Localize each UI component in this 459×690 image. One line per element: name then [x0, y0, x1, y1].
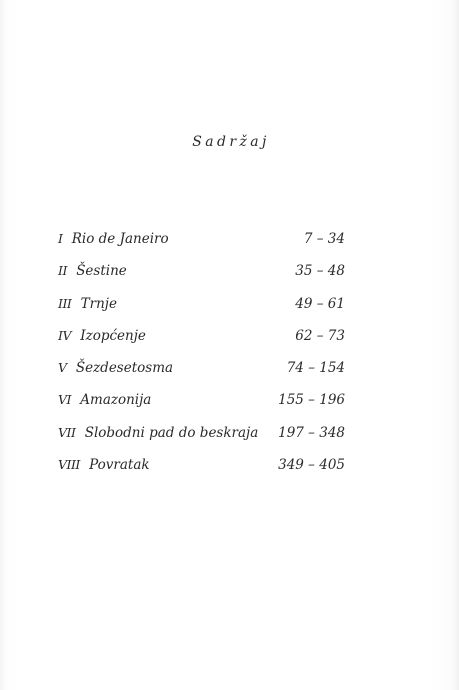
- toc-entry: [58, 229, 348, 261]
- toc-entry: [58, 358, 348, 390]
- chapter-numeral: V: [58, 360, 67, 376]
- page-range: 7 – 34: [303, 231, 345, 247]
- toc-entry: [58, 294, 348, 326]
- chapter-title: Slobodni pad do beskraja: [84, 424, 259, 441]
- page-range: 49 – 61: [295, 295, 345, 312]
- chapter-title: Šestine: [76, 263, 127, 280]
- chapter-numeral: III: [58, 295, 72, 311]
- page-range: 155 – 196: [278, 392, 345, 409]
- page-title: Sadržaj: [192, 134, 270, 150]
- chapter-numeral: I: [58, 231, 63, 246]
- chapter-title: Izopćenje: [80, 327, 146, 344]
- page-range: 349 – 405: [278, 457, 345, 474]
- page-range: 74 – 154: [286, 360, 345, 377]
- chapter-title: Rio de Janeiro: [71, 231, 169, 247]
- toc-entry: [58, 261, 348, 293]
- chapter-title: Šezdesetosma: [75, 360, 174, 377]
- chapter-title: Amazonija: [80, 392, 152, 409]
- toc-entry: [58, 326, 348, 358]
- chapter-numeral: IV: [58, 327, 71, 343]
- toc-entry: [58, 423, 348, 455]
- page-range: 62 – 73: [295, 327, 345, 344]
- chapter-title: Trnje: [80, 295, 117, 312]
- toc-entry: [58, 455, 348, 487]
- chapter-title: Povratak: [89, 457, 150, 474]
- chapter-numeral: II: [58, 263, 67, 279]
- page-range: 197 – 348: [278, 424, 345, 441]
- chapter-numeral: VI: [58, 392, 71, 408]
- chapter-numeral: VIII: [58, 457, 80, 473]
- page-range: 35 – 48: [295, 263, 345, 280]
- chapter-numeral: VII: [58, 424, 76, 440]
- toc-entry: [58, 390, 348, 422]
- table-of-contents: [58, 229, 348, 487]
